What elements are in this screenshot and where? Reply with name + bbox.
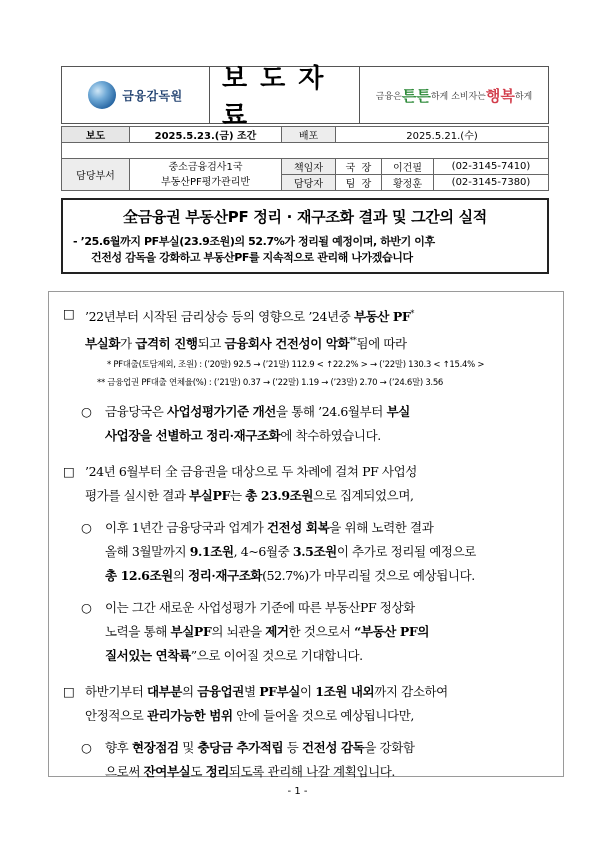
text: 가 bbox=[120, 336, 136, 352]
text: 됨에 따라 bbox=[356, 336, 407, 352]
dept-line-1: 중소금융검사1국 bbox=[168, 161, 243, 173]
bold-text: 3.5조원 bbox=[292, 544, 337, 560]
text: 및 bbox=[178, 740, 198, 756]
bold-text: PF부실 bbox=[259, 684, 301, 700]
bold-text: 정리·재구조화 bbox=[188, 568, 263, 584]
p3-line-1: ’24년 6월부터 全 금융권을 대상으로 두 차례에 걸쳐 PF 사업성 bbox=[85, 464, 417, 480]
circle-bullet-icon: ○ bbox=[81, 404, 92, 420]
slogan-pre: 금융은 bbox=[375, 91, 402, 102]
text: 으로 집계되었으며, bbox=[313, 488, 414, 504]
fss-emblem-icon bbox=[88, 81, 116, 109]
text: 에 착수하였습니다. bbox=[280, 428, 381, 444]
text: 이 추가로 정리될 예정으로 bbox=[336, 544, 476, 560]
p7-line-1 bbox=[105, 736, 549, 760]
text: 금융당국은 bbox=[105, 404, 167, 420]
staff-role: 팀 장 bbox=[336, 175, 382, 191]
resp-name: 이건필 bbox=[382, 159, 434, 175]
resp-phone: (02-3145-7410) bbox=[434, 159, 549, 175]
text: 이후 1년간 금융당국과 업계가 bbox=[105, 520, 267, 536]
footnote-mark: ** bbox=[349, 336, 357, 346]
text: 을 통해 ’24.6월부터 bbox=[275, 404, 387, 420]
paragraph-5 bbox=[63, 596, 549, 668]
resp-role: 국 장 bbox=[336, 159, 382, 175]
bold-text: 9.1조원 bbox=[189, 544, 234, 560]
p1-line-2 bbox=[85, 329, 549, 356]
bold-text: 관리가능한 범위 bbox=[146, 708, 233, 724]
headline-subtitle bbox=[73, 234, 537, 266]
bold-text: 건전성 감독 bbox=[301, 740, 365, 756]
p3-line-2 bbox=[85, 484, 549, 508]
distribute-date: 2025.5.21.(수) bbox=[336, 127, 549, 143]
bold-text: 총 23.9조원 bbox=[245, 488, 314, 504]
text: 한 것으로서 bbox=[288, 624, 355, 640]
headline-box bbox=[61, 198, 549, 274]
dept-label: 담당부서 bbox=[62, 159, 130, 191]
slogan-word-1: 튼튼 bbox=[401, 86, 431, 105]
text: (52.7%)가 마무리될 것으로 예상됩니다. bbox=[262, 568, 475, 584]
footnote-1: * PF대출(토담제외, 조원) : (’20말) 92.5 → (’21말) 112.9 < ↑22.2% > → (’22말) 130.3 < ↑15.4% > bbox=[107, 360, 485, 371]
text: 는 bbox=[229, 488, 246, 504]
p5-line-3 bbox=[105, 644, 549, 668]
press-release-header bbox=[61, 64, 549, 131]
text: 올해 3월말까지 bbox=[105, 544, 190, 560]
text: 되고 bbox=[197, 336, 225, 352]
distribute-label: 배포 bbox=[282, 127, 336, 143]
bold-text: 부동산 PF bbox=[353, 309, 411, 325]
paragraph-6 bbox=[63, 680, 549, 728]
bold-text: 부실PF bbox=[170, 624, 212, 640]
p1-line-1 bbox=[85, 302, 549, 329]
text: 별 bbox=[243, 684, 260, 700]
bold-text: 정리 bbox=[205, 764, 229, 780]
bold-text: “부동산 PF의 bbox=[354, 624, 430, 640]
circle-bullet-icon: ○ bbox=[81, 520, 92, 536]
slogan bbox=[360, 67, 548, 123]
slogan-mid: 하게 소비자는 bbox=[430, 91, 486, 102]
text: 까지 감소하여 bbox=[374, 684, 448, 700]
text: 평가를 실시한 결과 bbox=[85, 488, 190, 504]
square-bullet-icon: □ bbox=[63, 684, 75, 700]
text: 의 뇌관을 bbox=[211, 624, 266, 640]
table-spacer bbox=[62, 143, 549, 159]
text: 되도록 관리해 나갈 계획입니다. bbox=[228, 764, 395, 780]
footnote-mark: * bbox=[410, 309, 415, 318]
text: , 4~6월중 bbox=[233, 544, 293, 560]
bold-text: 사업장을 선별하고 정리·재구조화 bbox=[105, 428, 281, 444]
resp-label: 책임자 bbox=[282, 159, 336, 175]
text: 안에 들어올 것으로 예상됩니다만, bbox=[232, 708, 414, 724]
p4-line-1 bbox=[105, 516, 549, 540]
document-type-title: 보도자료 bbox=[210, 67, 360, 123]
square-bullet-icon: □ bbox=[63, 306, 75, 321]
bold-text: 질서있는 연착륙 bbox=[105, 648, 191, 664]
text: 도 bbox=[190, 764, 206, 780]
paragraph-2 bbox=[63, 400, 549, 448]
dept-names bbox=[130, 159, 282, 191]
staff-label: 담당자 bbox=[282, 175, 336, 191]
bold-text: 부실PF bbox=[189, 488, 230, 504]
square-bullet-icon: □ bbox=[63, 464, 75, 480]
text: 안정적으로 bbox=[85, 708, 147, 724]
slogan-post: 하게 bbox=[514, 91, 533, 102]
p5-line-1: 이는 그간 새로운 사업성평가 기준에 따른 부동산PF 정상화 bbox=[105, 600, 415, 616]
paragraph-1 bbox=[63, 302, 549, 356]
p4-line-2 bbox=[105, 540, 549, 564]
bold-text: 부실화 bbox=[85, 336, 121, 352]
fss-logo bbox=[62, 67, 210, 123]
text: ”으로 이어질 것으로 기대합니다. bbox=[190, 648, 363, 664]
release-label: 보도 bbox=[62, 127, 130, 143]
bold-text: 건전성 회복 bbox=[266, 520, 330, 536]
circle-bullet-icon: ○ bbox=[81, 740, 92, 756]
text: ’22년부터 시작된 금리상승 등의 영향으로 ’24년중 bbox=[85, 309, 354, 325]
bold-text: 대부분 bbox=[146, 684, 182, 700]
paragraph-7 bbox=[63, 736, 549, 784]
bold-text: 급격히 진행 bbox=[135, 336, 198, 352]
paragraph-3 bbox=[63, 460, 549, 508]
bold-text: 제거 bbox=[265, 624, 289, 640]
p2-line-1 bbox=[105, 400, 549, 424]
headline-sub-line-2: 건전성 감독을 강화하고 부동산PF를 지속적으로 관리해 나가겠습니다 bbox=[91, 251, 413, 264]
text: 을 위해 노력한 결과 bbox=[329, 520, 434, 536]
dept-line-2: 부동산PF평가관리반 bbox=[160, 176, 251, 188]
staff-phone: (02-3145-7380) bbox=[434, 175, 549, 191]
p5-line-2 bbox=[105, 620, 549, 644]
bold-text: 부실 bbox=[386, 404, 410, 420]
p7-line-2 bbox=[105, 760, 549, 784]
bold-text: 금융회사 건전성이 악화 bbox=[224, 336, 350, 352]
bold-text: 충당금 추가적립 bbox=[197, 740, 284, 756]
p4-line-3 bbox=[105, 564, 549, 588]
page-number: - 1 - bbox=[287, 786, 308, 797]
headline-title: 全금융권 부동산PF 정리 · 재구조화 결과 및 그간의 실적 bbox=[123, 208, 487, 226]
staff-name: 황정훈 bbox=[382, 175, 434, 191]
bold-text: 1조원 내외 bbox=[315, 684, 375, 700]
text: 의 bbox=[181, 684, 198, 700]
text: 의 bbox=[172, 568, 189, 584]
bold-text: 잔여부실 bbox=[143, 764, 191, 780]
text: 향후 bbox=[105, 740, 132, 756]
p6-line-2 bbox=[85, 704, 549, 728]
text: 등 bbox=[283, 740, 302, 756]
p6-line-1 bbox=[85, 680, 549, 704]
body-box bbox=[48, 291, 564, 780]
text: 하반기부터 bbox=[85, 684, 147, 700]
release-date: 2025.5.23.(금) 조간 bbox=[130, 127, 282, 143]
text: 으로써 bbox=[105, 764, 144, 780]
slogan-word-2: 행복 bbox=[485, 86, 515, 105]
headline-sub-line-1: - ’25.6월까지 PF부실(23.9조원)의 52.7%가 정리될 예정이며, 하반기 이후 bbox=[73, 235, 435, 248]
text: 을 강화함 bbox=[364, 740, 415, 756]
p2-line-2 bbox=[105, 424, 549, 448]
text: 노력을 통해 bbox=[105, 624, 171, 640]
text: 이 bbox=[300, 684, 316, 700]
bold-text: 현장점검 bbox=[131, 740, 179, 756]
paragraph-4 bbox=[63, 516, 549, 588]
footnote-2: ** 금융업권 PF대출 연체율(%) : (’21말) 0.37 → (’22말) 1.19 → (’23말) 2.70 → (’24.6말) 3.56 bbox=[97, 378, 444, 389]
bold-text: 금융업권 bbox=[197, 684, 244, 700]
bold-text: 총 12.6조원 bbox=[105, 568, 173, 584]
circle-bullet-icon: ○ bbox=[81, 600, 92, 616]
bold-text: 사업성평가기준 개선 bbox=[166, 404, 276, 420]
logo-text: 금융감독원 bbox=[122, 88, 183, 103]
release-info-table bbox=[61, 126, 549, 191]
